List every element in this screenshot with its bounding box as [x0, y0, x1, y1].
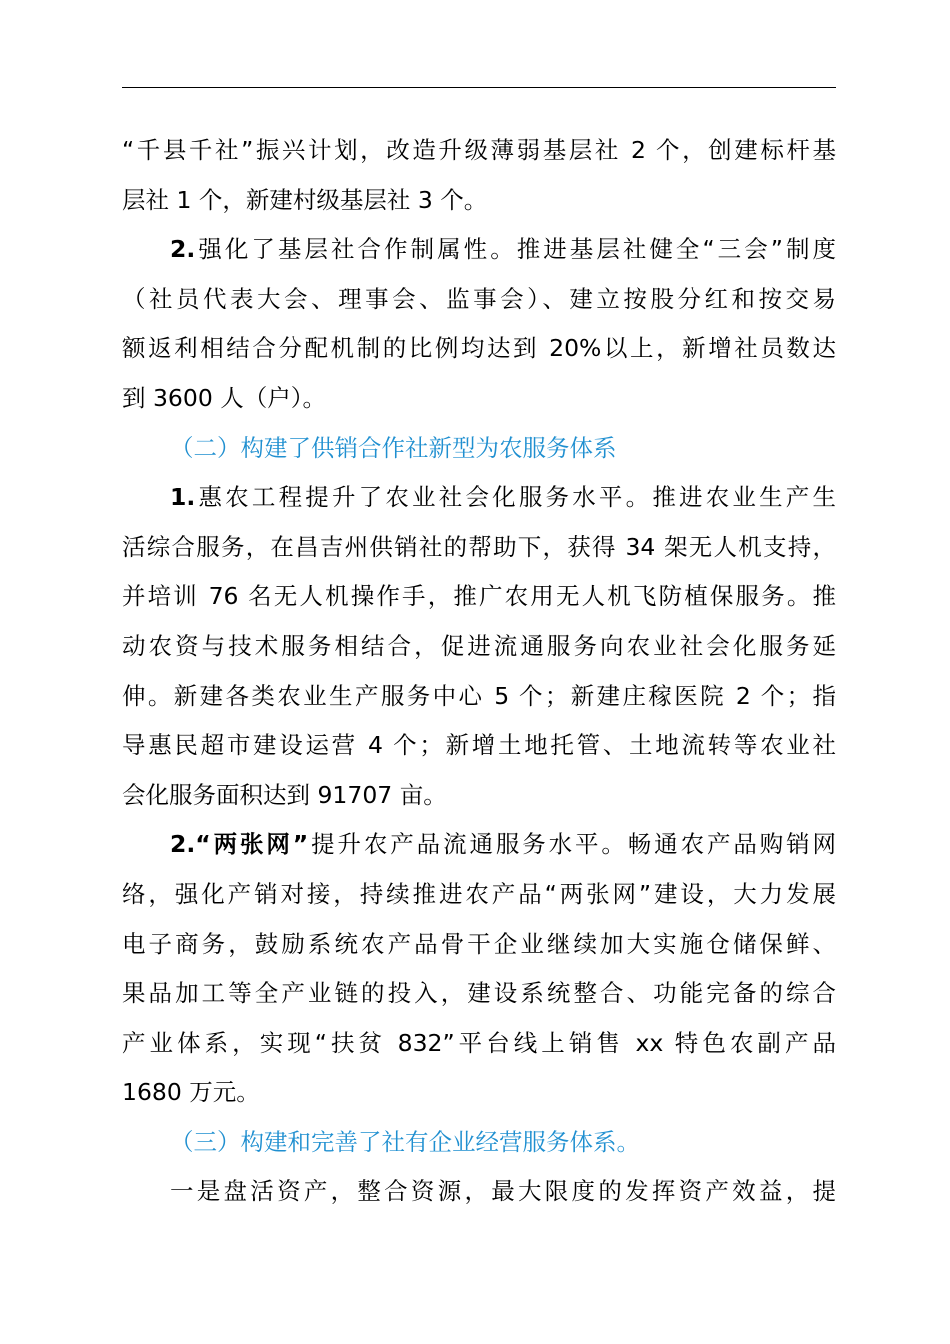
body-line: 一是盘活资产，整合资源，最大限度的发挥资产效益，提	[170, 1177, 836, 1206]
body-line: 1680 万元。	[122, 1078, 260, 1107]
item-number: 2.	[170, 830, 196, 859]
item-number: 2.	[170, 235, 196, 264]
body-line: 动农资与技术服务相结合，促进流通服务向农业社会化服务延	[122, 631, 836, 660]
header-rule	[122, 87, 836, 88]
document-body	[122, 126, 836, 1217]
body-line	[122, 225, 836, 275]
body-line: 伸。新建各类农业生产服务中心 5 个；新建庄稼医院 2 个；指	[122, 681, 836, 710]
body-line	[122, 473, 836, 523]
body-line: 产业体系，实现“扶贫 832”平台线上销售 xx 特色农副产品	[122, 1028, 836, 1057]
section-heading: （二）构建了供销合作社新型为农服务体系	[170, 433, 617, 462]
body-line: 层社 1 个，新建村级基层社 3 个。	[122, 185, 488, 214]
section-heading: （三）构建和完善了社有企业经营服务体系。	[170, 1127, 640, 1156]
line-text: 提升农产品流通服务水平。畅通农产品购销网	[308, 830, 836, 859]
line-text: 惠农工程提升了农业社会化服务水平。推进农业生产生	[195, 483, 836, 512]
body-line: 导惠民超市建设运营 4 个；新增土地托管、土地流转等农业社	[122, 731, 836, 760]
line-text: 强化了基层社合作制属性。推进基层社健全“三会”制度	[195, 235, 836, 264]
bold-lead: “两张网”	[195, 830, 309, 859]
body-line: （社员代表大会、理事会、监事会）、建立按股分红和按交易	[122, 284, 836, 313]
body-line: 会化服务面积达到 91707 亩。	[122, 780, 447, 809]
body-line: 果品加工等全产业链的投入，建设系统整合、功能完备的综合	[122, 979, 836, 1008]
body-line: “千县千社”振兴计划，改造升级薄弱基层社 2 个，创建标杆基	[122, 136, 836, 164]
body-line	[122, 820, 836, 870]
body-line: 活综合服务，在昌吉州供销社的帮助下，获得 34 架无人机支持，	[122, 532, 836, 561]
body-line: 并培训 76 名无人机操作手，推广农用无人机飞防植保服务。推	[122, 582, 836, 611]
body-line: 电子商务，鼓励系统农产品骨干企业继续加大实施仓储保鲜、	[122, 929, 836, 958]
body-line: 额返利相结合分配机制的比例均达到 20%以上，新增社员数达	[122, 334, 836, 363]
body-line: 络，强化产销对接，持续推进农产品“两张网”建设，大力发展	[122, 879, 836, 908]
item-number: 1.	[170, 483, 196, 512]
body-line: 到 3600 人（户）。	[122, 383, 326, 412]
